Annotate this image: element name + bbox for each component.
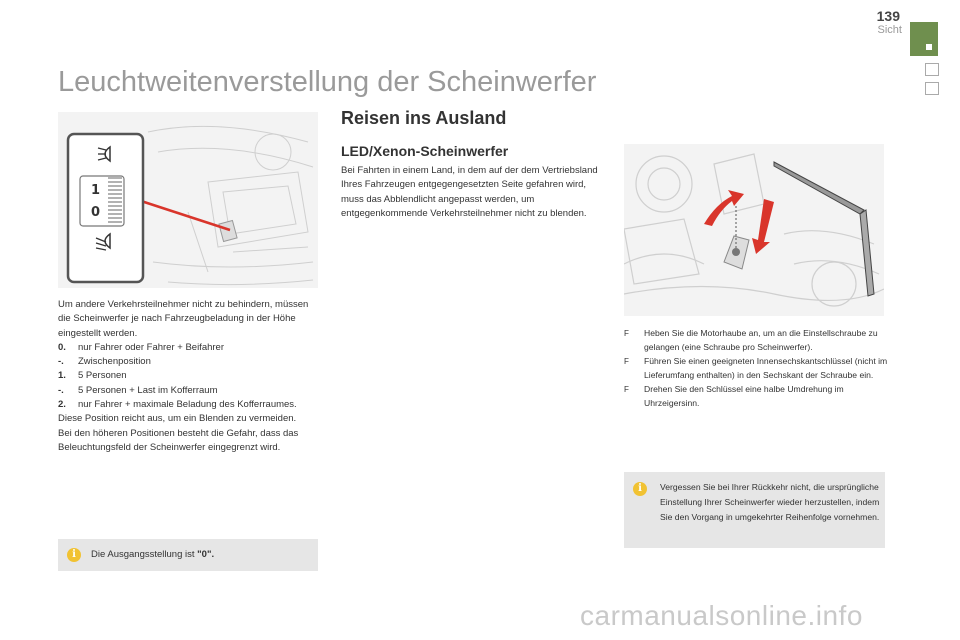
info-note-box: [58, 539, 318, 571]
page-title: Leuchtweitenverstellung der Scheinwerfer: [58, 66, 597, 98]
position-key: -.: [58, 356, 64, 368]
section-name: Sicht: [877, 24, 902, 36]
position-key: 1.: [58, 370, 66, 382]
position-text: nur Fahrer oder Fahrer + Beifahrer: [78, 341, 224, 353]
step-bullet-icon: F: [624, 357, 629, 367]
headlamp-adjustment-illustration: [624, 144, 884, 316]
position-key: 0.: [58, 341, 66, 353]
chapter-tab-active[interactable]: [910, 22, 938, 56]
position-item: [58, 398, 320, 412]
chapter-tab[interactable]: [925, 63, 939, 76]
tab-marker-icon: [926, 44, 932, 50]
instruction-steps: [624, 327, 889, 412]
position-text: nur Fahrer + maximale Beladung des Kofferraumes.: [78, 399, 297, 411]
position-item: [58, 355, 320, 369]
step-bullet-icon: F: [624, 385, 629, 395]
position-key: 2.: [58, 399, 66, 411]
right-intro-paragraph: Bei Fahrten in einem Land, in dem auf der dem Vertriebsland Ihres Fahrzeugen entgegengesetzten Seite gefahren wird, muss das Abblendlicht angepasst werden, um entgegenkommende Verkehrsteilnehmer nicht zu blenden.: [341, 165, 598, 219]
instruction-step: [624, 355, 889, 382]
info-icon: i: [67, 548, 81, 562]
return-note-text: Vergessen Sie bei Ihrer Rückkehr nicht, die ursprüngliche Einstellung Ihrer Scheinwerfer wieder herzustellen, indem Sie den Vorgang in umgekehrter Reihenfolge vornehmen.: [660, 482, 880, 522]
position-item: [58, 384, 320, 398]
chapter-tab[interactable]: [925, 82, 939, 95]
subsection-heading: LED/Xenon-Scheinwerfer: [341, 143, 509, 159]
position-item: [58, 369, 320, 383]
outro-paragraph-1: Diese Position reicht aus, um ein Blenden zu vermeiden.: [58, 413, 297, 425]
instruction-step: [624, 383, 889, 410]
position-text: 5 Personen + Last im Kofferraum: [78, 384, 218, 396]
position-list: [58, 341, 320, 412]
outro-paragraph-2: Bei den höheren Positionen besteht die Gefahr, dass das Beleuchtungsfeld der Scheinwerfer eingegrenzt wird.: [58, 427, 299, 453]
instruction-step: [624, 327, 889, 354]
dashboard-dial-illustration: [58, 112, 318, 288]
position-item: [58, 341, 320, 355]
position-text: Zwischenposition: [78, 356, 151, 368]
left-body-text: [58, 298, 320, 455]
intro-paragraph: Um andere Verkehrsteilnehmer nicht zu behindern, müssen die Scheinwerfer je nach Fahrzeugbeladung in der Höhe eingestellt werden.: [58, 299, 309, 339]
position-key: -.: [58, 384, 64, 396]
step-text: Führen Sie einen geeigneten Innensechskantschlüssel (nicht im Lieferumfang enthalten) in den Sechskant der Schraube ein.: [644, 356, 888, 380]
page-number: 139: [876, 8, 900, 24]
info-icon: i: [633, 482, 647, 496]
step-text: Heben Sie die Motorhaube an, um an die Einstellschraube zu gelangen (eine Schraube pro Scheinwerfer).: [644, 328, 878, 352]
dial-label-zero: 0: [91, 205, 101, 220]
position-text: 5 Personen: [78, 370, 127, 382]
dial-label-one: 1: [91, 183, 101, 198]
watermark: carmanualsonline.info: [580, 600, 863, 631]
note-value: "0".: [197, 549, 215, 560]
note-text: Die Ausgangsstellung ist: [91, 549, 198, 560]
section-heading: Reisen ins Ausland: [341, 108, 507, 128]
step-bullet-icon: F: [624, 329, 629, 338]
step-text: Drehen Sie den Schlüssel eine halbe Umdrehung im Uhrzeigersinn.: [644, 384, 844, 408]
info-note-box-return: [624, 472, 885, 548]
